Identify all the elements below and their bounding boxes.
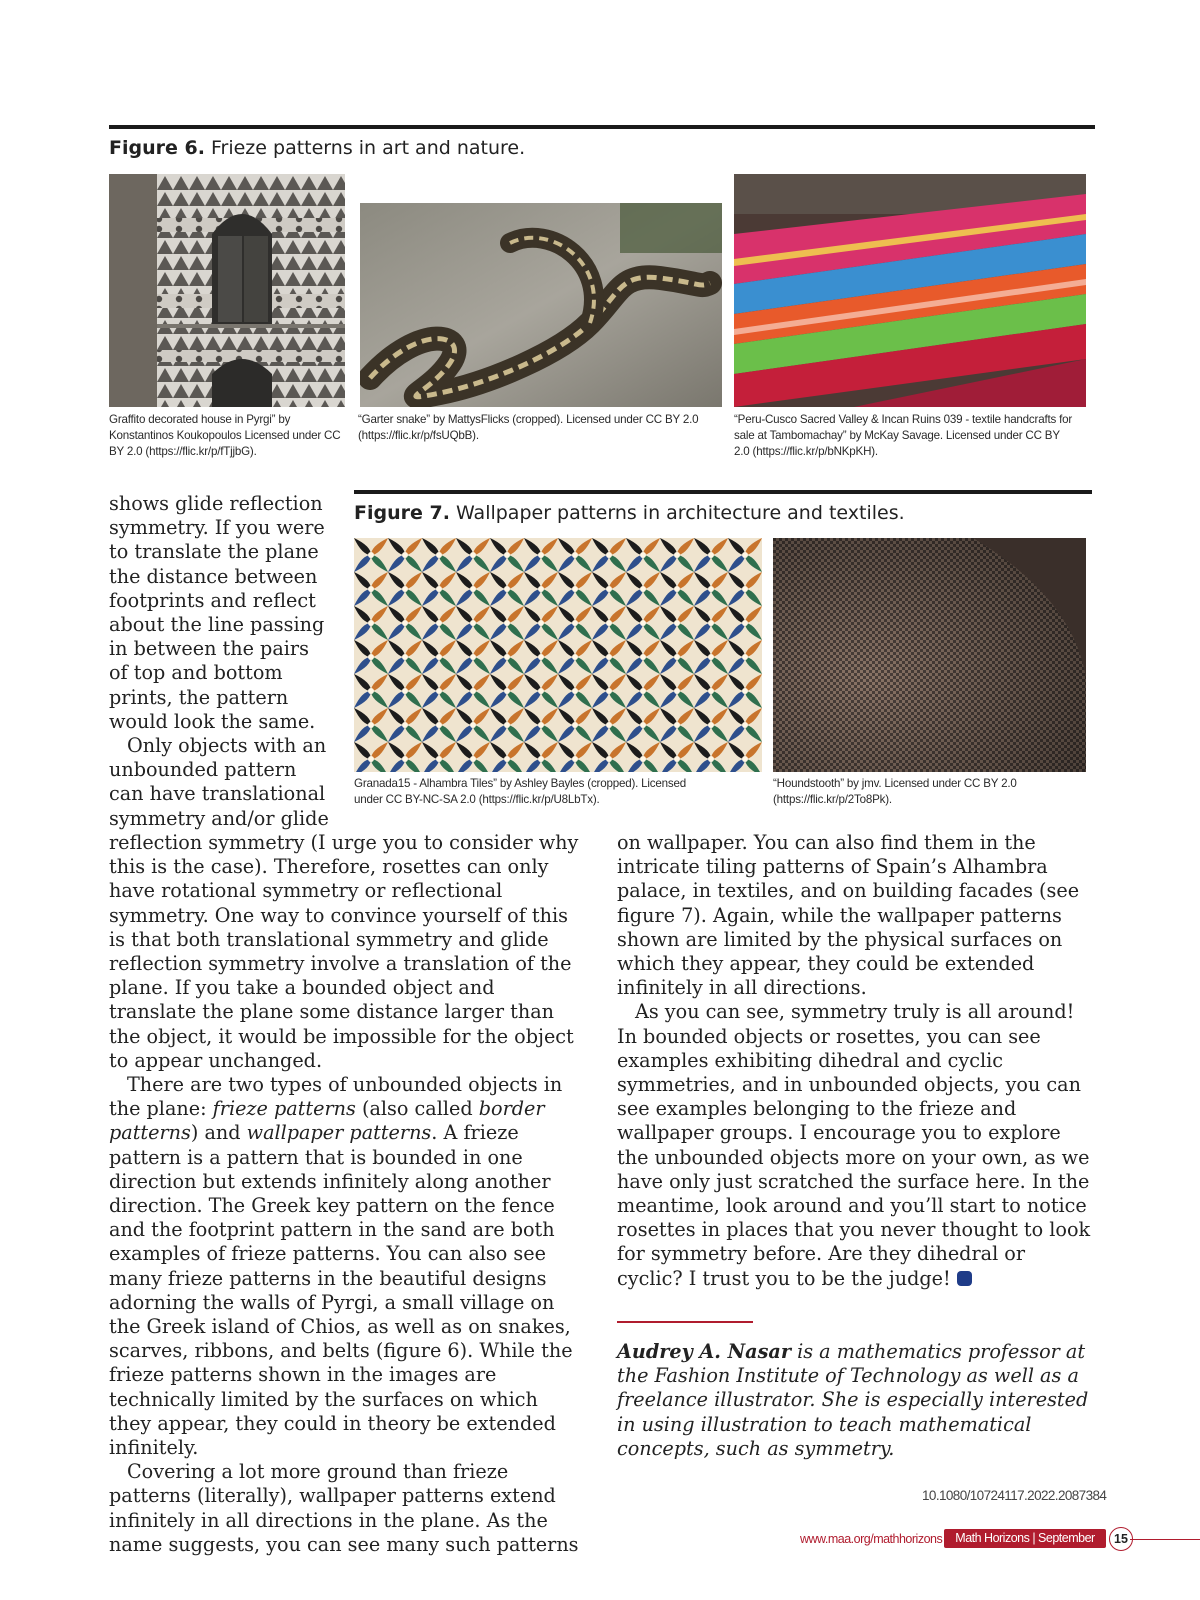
narrow-column — [109, 492, 331, 831]
houndstooth-photo — [773, 538, 1086, 772]
alhambra-tiles-caption: Granada15 - Alhambra Tiles” by Ashley Bayles (cropped). Licensed under CC BY-NC-SA 2.0 (https://flic.kr/p/U8LbTx). — [354, 777, 686, 806]
garter-snake-caption: “Garter snake” by MattysFlicks (cropped). Licensed under CC BY 2.0 (https://flic.kr/p/fsUQbB). — [358, 413, 699, 442]
figure7-title-text: Wallpaper patterns in architecture and textiles. — [449, 502, 905, 524]
end-of-article-mark-icon — [957, 1271, 972, 1286]
figure6-title — [109, 137, 525, 159]
author-bio — [617, 1340, 1091, 1461]
pyrgi-house-photo — [109, 174, 345, 407]
p3-text-d: . A frieze pattern is a pattern that is bounded in one direction but extends infinitely along another direction. The Greek key pattern on the fence and the footprint pattern in the sand are both examples of frieze patterns. You can also see many frieze patterns in the beautiful designs adorning the walls of Pyrgi, a small village on the Greek island of Chios, as well as on snakes, scarves, ribbons, and belts (figure 6). While the frieze patterns shown in the images are technically limited by the surfaces on which they appear, they could in theory be extended infinitely. — [109, 1121, 573, 1460]
footer-rule — [1130, 1539, 1200, 1540]
footer-url: www.maa.org/mathhorizons — [800, 1532, 943, 1546]
figure6-top-rule — [109, 125, 1095, 129]
narrow-paragraph-1: shows glide reflection symmetry. If you were to translate the plane the distance between footprints and reflect about the line passing in between the pairs of top and bottom prints, the pattern would look the same. — [109, 492, 325, 733]
left-paragraph-wallpaper: Covering a lot more ground than frieze patterns (literally), wallpaper patterns extend infinitely in all directions in the plane. As the name suggests, you can see many such patterns — [109, 1460, 579, 1556]
p3-text-c: ) and — [190, 1121, 247, 1145]
right-paragraph-2-text: As you can see, symmetry truly is all around! In bounded objects or rosettes, you can see examples exhibiting dihedral and cyclic symmetries, and in unbounded objects, you can see examples belonging to the frieze and wallpaper groups. I encourage you to explore the unbounded objects more on your own, as we have only just scratched the surface here. In the meantime, look around and you’ll start to notice rosettes in places that you never thought to look for symmetry before. Are they dihedral or cyclic? I trust you to be the judge! — [617, 1000, 1091, 1290]
figure7-label: Figure 7. — [354, 502, 450, 524]
figure7-title — [354, 502, 905, 524]
pyrgi-house-caption: Graffito decorated house in Pyrgi” by Konstantinos Koukopoulos Licensed under CC BY 2.0 (https://flic.kr/p/fTjjbG). — [109, 413, 341, 458]
left-column — [109, 831, 582, 1557]
peru-textiles-photo — [734, 174, 1086, 407]
author-bio-text: is a mathematics professor at the Fashion Institute of Technology as well as a freelance illustrator. She is especially interested in using illustration to teach mathematical concepts, such as symmetry. — [617, 1340, 1089, 1460]
garter-snake-photo — [360, 203, 722, 407]
narrow-paragraph-2: Only objects with an unbounded pattern can have translational symmetry and/or glide — [109, 734, 329, 830]
p3-text-a: There are two types of unbounded objects in the plane: — [109, 1073, 563, 1121]
author-name: Audrey A. Nasar — [617, 1340, 791, 1363]
right-paragraph-1: on wallpaper. You can also find them in the intricate tiling patterns of Spain’s Alhambra palace, in textiles, and on building facades (see figure 7). Again, while the wallpaper patterns shown are limited by the physical surfaces on which they appear, they could be extended infinitely in all directions. — [617, 831, 1080, 1000]
left-paragraph-unbounded-objects — [109, 1073, 582, 1460]
houndstooth-caption: “Houndstooth” by jmv. Licensed under CC BY 2.0 (https://flic.kr/p/2To8Pk). — [773, 777, 1017, 806]
figure7-top-rule — [354, 490, 1092, 494]
doi: 10.1080/10724117.2022.2087384 — [922, 1488, 1107, 1503]
peru-textiles-caption: “Peru-Cusco Sacred Valley & Incan Ruins 039 - textile handcrafts for sale at Tambomachay” by McKay Savage. Licensed under CC BY 2.0 (https://flic.kr/p/bNKpKH). — [734, 413, 1073, 458]
page-number: 15 — [1109, 1527, 1133, 1551]
left-paragraph-continued: reflection symmetry (I urge you to consider why this is the case). Therefore, rosettes can only have rotational symmetry or reflectional symmetry. One way to convince yourself of this is that both translational symmetry and glide reflection symmetry involve a translation of the plane. If you take a bounded object and translate the plane some distance larger than the object, it would be impossible for the object to appear unchanged. — [109, 831, 579, 1072]
footer-journal-badge: Math Horizons | September 2022 — [944, 1529, 1106, 1548]
bio-divider — [617, 1321, 753, 1323]
figure6-title-text: Frieze patterns in art and nature. — [204, 137, 526, 159]
p3-term-border: border patterns — [109, 1097, 545, 1145]
p3-text-b: (also called — [355, 1097, 479, 1121]
alhambra-tiles-photo — [354, 538, 762, 772]
p3-term-wallpaper: wallpaper patterns — [246, 1121, 432, 1145]
figure6-label: Figure 6. — [109, 137, 205, 159]
p3-term-frieze: frieze patterns — [212, 1097, 356, 1121]
right-paragraph-2 — [617, 1000, 1091, 1290]
right-column — [617, 831, 1091, 1291]
